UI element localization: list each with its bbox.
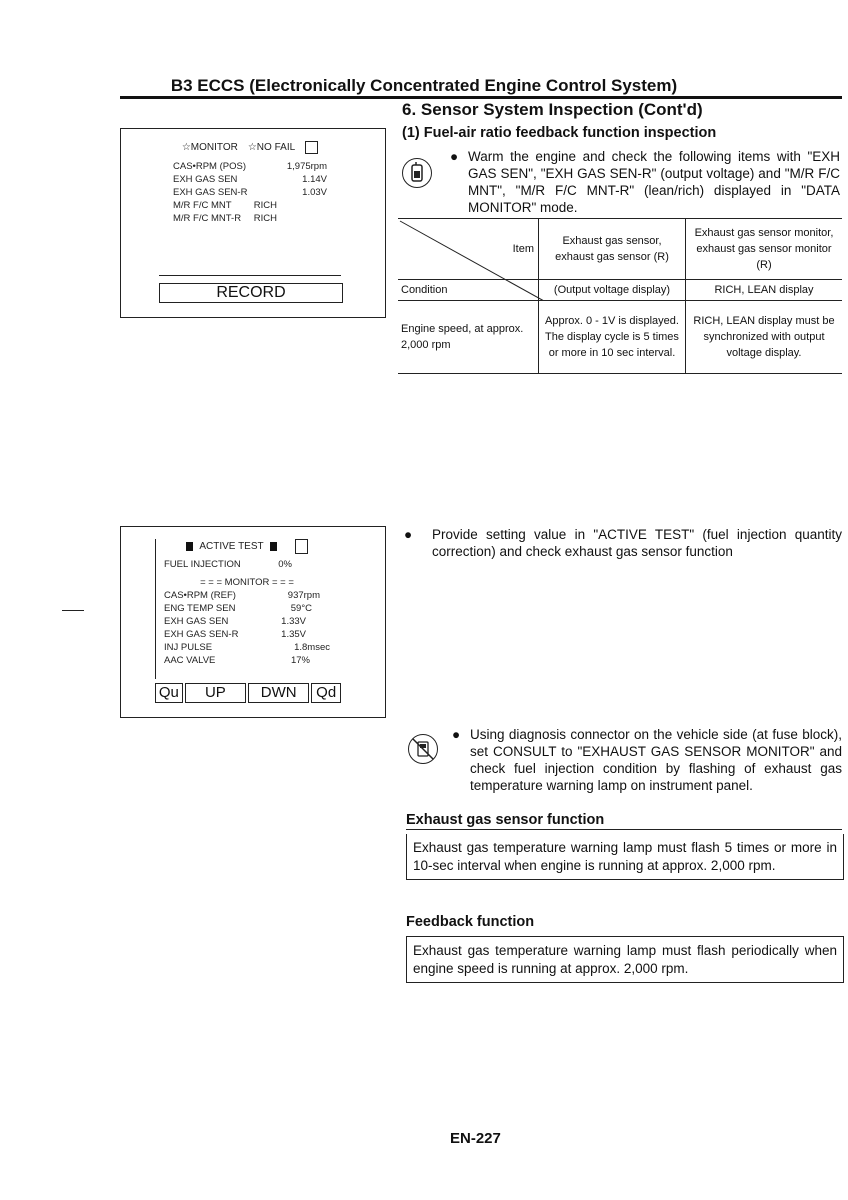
bullet-active-test: ● Provide setting value in "ACTIVE TEST" (fuel injection quantity correction) and check exhaust gas sensor function [404,527,842,559]
bullet-dot-icon: ● [452,727,461,742]
active-test-screen-figure [120,526,386,718]
up-button[interactable]: UP [185,683,246,703]
bullet-dot-icon: ● [450,149,459,164]
monitor-display [159,141,341,275]
screen-divider [159,275,341,276]
active-monitor-row: EXH GAS SEN 1.33V [164,616,306,627]
feedback-function-box: Exhaust gas temperature warning lamp must flash periodically when engine speed is running at approx. 2,000 rpm. [406,936,844,983]
monitor-row: EXH GAS SEN 1.14V [173,174,327,185]
dwn-button[interactable]: DWN [248,683,309,703]
record-button[interactable]: RECORD [159,283,343,303]
table-row-col1: Approx. 0 - 1V is displayed. The display cycle is 5 times or more in 10 sec interval. [539,301,686,374]
bullet-dot-icon: ● [404,527,413,542]
table-col2-header: Exhaust gas sensor monitor, exhaust gas sensor monitor (R) [686,219,843,280]
block-icon [270,542,277,551]
table-row-col2: RICH, LEAN display must be synchronized with output voltage display. [686,301,843,374]
feedback-function-label: Feedback function [406,914,535,930]
inspection-table [398,218,842,374]
monitor-row: CAS•RPM (POS) 1,975rpm [173,161,327,172]
checkbox-icon [295,539,308,554]
monitor-divider: = = = MONITOR = = = [200,577,294,588]
section-title: 6. Sensor System Inspection (Cont'd) [402,100,703,119]
active-test-button-bar [155,683,341,703]
active-monitor-row: ENG TEMP SEN 59°C [164,603,312,614]
monitor-screen-figure [120,128,386,318]
page-header-title: B3 ECCS (Electronically Concentrated Engine Control System) [170,76,678,95]
exhaust-function-box: Exhaust gas temperature warning lamp must flash 5 times or more in 10-sec interval when engine is running at approx. 2,000 rpm. [406,834,844,880]
consult-not-used-icon [408,734,438,764]
active-monitor-row: INJ PULSE 1.8msec [164,642,330,653]
engine-warm-icon [402,158,432,188]
active-monitor-row: EXH GAS SEN-R 1.35V [164,629,306,640]
table-col2-sub: RICH, LEAN display [686,280,843,301]
fuel-injection-row: FUEL INJECTION 0% [164,559,292,570]
subsection-title: (1) Fuel-air ratio feedback function inspection [402,125,717,141]
qu-button[interactable]: Qu [155,683,183,703]
table-item-label: Item [512,243,534,255]
exhaust-function-label: Exhaust gas sensor function [406,812,842,830]
table-col1-sub: (Output voltage display) [539,280,686,301]
monitor-header-label: ☆MONITOR [181,142,238,153]
active-test-display [155,539,338,679]
monitor-row: M/R F/C MNT-R RICH [173,213,277,224]
block-icon [186,542,193,551]
qd-button[interactable]: Qd [311,683,341,703]
margin-dash [62,610,84,611]
checkbox-icon [305,141,318,154]
active-test-header: ACTIVE TEST [199,541,264,552]
page-number: EN-227 [450,1130,501,1147]
table-col1-header: Exhaust gas sensor, exhaust gas sensor (R) [539,219,686,280]
table-corner-cell [398,219,539,280]
table-row-condition: Engine speed, at approx. 2,000 rpm [398,301,539,374]
no-fail-label: ☆NO FAIL [247,142,296,153]
table-condition-label: Condition [398,280,539,301]
monitor-row: M/R F/C MNT RICH [173,200,277,211]
active-monitor-row: AAC VALVE 17% [164,655,310,666]
bullet-warm-engine: ● Warm the engine and check the following items with "EXH GAS SEN", "EXH GAS SEN-R" (output voltage) and "M/R F/C MNT", "M/R F/C MNT-R" (lean/rich) displayed in "DATA MONITOR" mode. [450,149,840,215]
monitor-row: EXH GAS SEN-R 1.03V [173,187,327,198]
header-rule [120,96,842,99]
bullet-diagnosis-connector: ● Using diagnosis connector on the vehicle side (at fuse block), set CONSULT to "EXHAUST GAS SENSOR MONITOR" and check fuel injection condition by flashing of exhaust gas temperature warning lamp on instrument panel. [452,727,842,793]
active-monitor-row: CAS•RPM (REF) 937rpm [164,590,320,601]
